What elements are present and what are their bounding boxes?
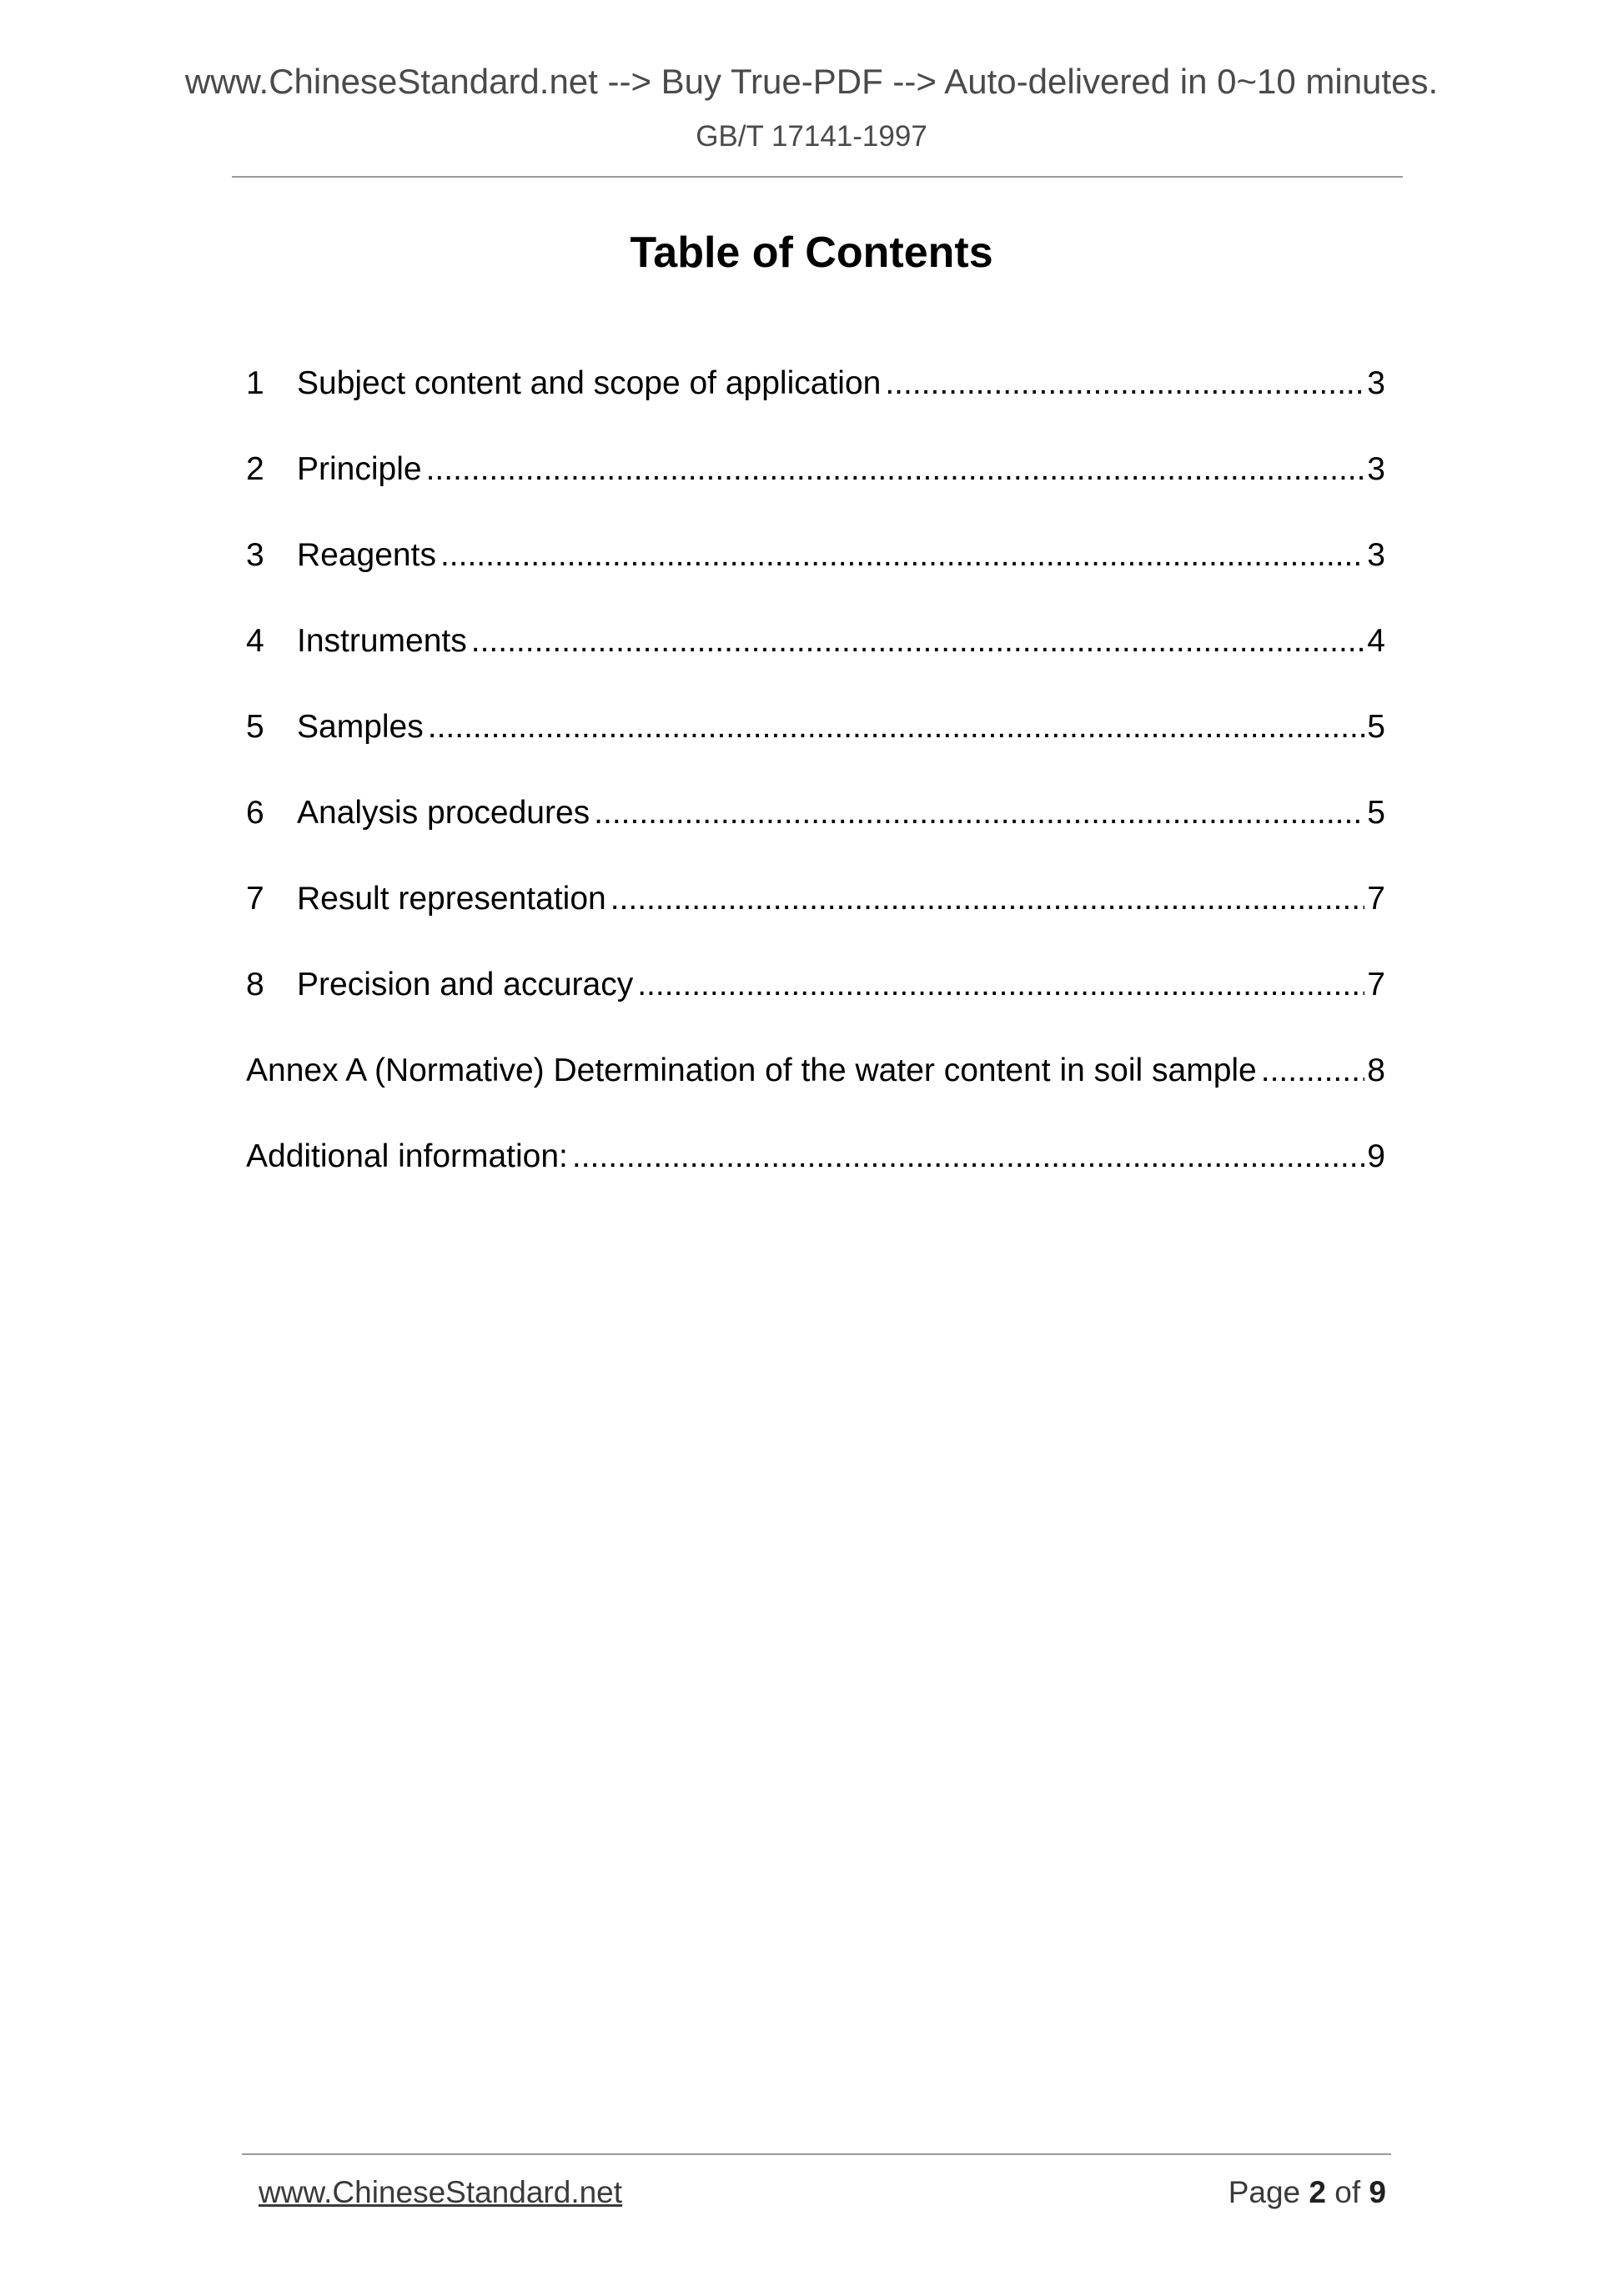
toc-entry-page: 8: [1367, 1053, 1385, 1088]
toc-entry-7[interactable]: [246, 876, 1385, 962]
toc-entry-label: Principle: [297, 451, 422, 487]
toc-entry-label: Annex A (Normative) Determination of the water content in soil sample: [246, 1053, 1257, 1088]
header-divider: [232, 176, 1403, 178]
toc-entry-page: 4: [1367, 623, 1385, 659]
toc-entry-label: Result representation: [297, 881, 606, 917]
page-title: Table of Contents: [630, 229, 993, 277]
toc-entry-6[interactable]: [246, 790, 1385, 876]
toc-entry-label: Additional information:: [246, 1138, 568, 1174]
toc-dot-leader: [426, 446, 1365, 493]
toc-entry-label: Precision and accuracy: [297, 967, 634, 1002]
page-of: of: [1334, 2175, 1361, 2209]
page-prefix: Page: [1228, 2175, 1301, 2209]
total-pages: 9: [1369, 2175, 1386, 2209]
toc-entry-page: 3: [1367, 365, 1385, 401]
toc-entry-number: 3: [246, 537, 264, 573]
toc-entry-page: 3: [1367, 451, 1385, 487]
toc-dot-leader: [471, 618, 1365, 665]
toc-entry-1[interactable]: [246, 360, 1385, 446]
toc-entry-label: Analysis procedures: [297, 795, 590, 831]
toc-dot-leader: [428, 704, 1365, 751]
table-of-contents: [246, 360, 1385, 1219]
toc-dot-leader: [611, 876, 1365, 922]
toc-entry-number: 6: [246, 795, 264, 831]
footer-divider: [242, 2153, 1391, 2155]
toc-entry-annex-a[interactable]: [246, 1048, 1385, 1133]
toc-entry-8[interactable]: [246, 962, 1385, 1048]
document-code: GB/T 17141-1997: [696, 120, 927, 153]
toc-entry-page: 5: [1367, 795, 1385, 831]
toc-dot-leader: [572, 1133, 1364, 1180]
toc-entry-number: 7: [246, 881, 264, 917]
toc-dot-leader: [885, 360, 1364, 407]
toc-entry-number: 1: [246, 365, 264, 401]
footer-website-link[interactable]: www.ChineseStandard.net: [259, 2175, 623, 2209]
toc-entry-label: Samples: [297, 709, 424, 745]
current-page: 2: [1309, 2175, 1326, 2209]
toc-entry-label: Instruments: [297, 623, 467, 659]
toc-entry-page: 7: [1367, 967, 1385, 1002]
toc-dot-leader: [1261, 1048, 1365, 1094]
toc-entry-number: 5: [246, 709, 264, 745]
toc-dot-leader: [637, 962, 1364, 1008]
toc-entry-number: 4: [246, 623, 264, 659]
toc-entry-page: 3: [1367, 537, 1385, 573]
toc-entry-number: 8: [246, 967, 264, 1002]
toc-entry-label: Subject content and scope of application: [297, 365, 882, 401]
toc-dot-leader: [594, 790, 1364, 837]
toc-entry-4[interactable]: [246, 618, 1385, 704]
toc-entry-page: 9: [1367, 1138, 1385, 1174]
toc-entry-page: 5: [1367, 709, 1385, 745]
toc-entry-number: 2: [246, 451, 264, 487]
toc-dot-leader: [440, 532, 1364, 579]
toc-entry-2[interactable]: [246, 446, 1385, 532]
toc-entry-label: Reagents: [297, 537, 436, 573]
toc-entry-3[interactable]: [246, 532, 1385, 618]
toc-entry-additional-information[interactable]: [246, 1133, 1385, 1219]
toc-entry-page: 7: [1367, 881, 1385, 917]
header-banner: www.ChineseStandard.net --> Buy True-PDF --> Auto-delivered in 0~10 minutes.: [184, 62, 1439, 101]
toc-entry-5[interactable]: [246, 704, 1385, 790]
page-number: [1229, 2175, 1386, 2210]
